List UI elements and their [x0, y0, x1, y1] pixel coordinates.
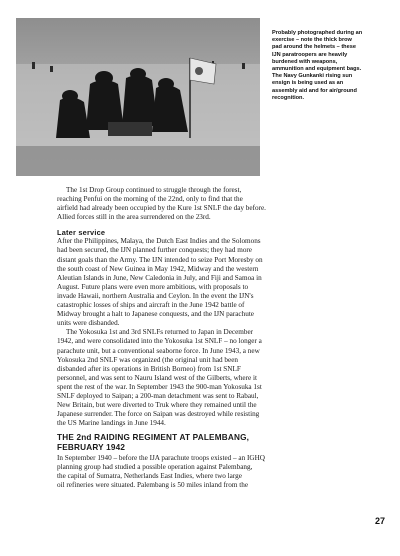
text-line: disbanded after its operations in British Borneo) from 1st SNLF — [57, 364, 241, 373]
caption-line: Probably photographed during an — [272, 30, 363, 36]
text-line: units were disbanded. — [57, 319, 120, 328]
caption-line: The Navy Gunkanki rising sun — [272, 73, 353, 80]
caption-line: recognition. — [272, 94, 305, 101]
later-service-paragraph-2 — [57, 328, 367, 428]
photo-illustration — [16, 18, 260, 176]
text-line: reaching Penfui on the morning of the 22nd, only to find that the — [57, 195, 243, 204]
caption-line: pad around the helmets – these — [272, 44, 356, 51]
caption-line: ensign is being used as an — [272, 80, 344, 87]
caption-line: assembly aid and for air/ground — [272, 87, 357, 94]
text-line: The Yokosuka 1st and 3rd SNLFs returned to Japan in December — [66, 328, 254, 337]
text-line: spent the rest of the war. In September 1943 the 900-man Yokosuka 1st — [57, 382, 262, 391]
text-line: the capital of Sumatra, Netherlands East Indies, where two large — [57, 471, 242, 480]
text-line: Aleutian Islands in June, New Caledonia in July, and Fiji and Samoa in — [57, 273, 262, 282]
later-service-paragraph-1 — [57, 237, 367, 328]
article-body — [57, 186, 367, 490]
text-line: invade Hawaii, northern Australia and Ceylon. In the event the IJN's — [57, 291, 254, 300]
caption-line: burdened with weapons, — [272, 58, 338, 65]
section-heading-later-service: Later service — [57, 228, 106, 238]
palembang-paragraph-1 — [57, 454, 367, 490]
heading-line: FEBRUARY 1942 — [57, 442, 126, 452]
text-line: personnel, and was sent to Nauru Island west of the Gilberts, where it — [57, 373, 258, 382]
paratroopers-photo — [16, 18, 260, 176]
text-line: The 1st Drop Group continued to struggle through the forest, — [66, 186, 242, 194]
text-line: Midway brought a halt to Japanese conquests, and the IJN parachute — [57, 310, 254, 319]
photo-caption — [272, 30, 382, 102]
text-line: the south coast of New Guinea in May 1942, Midway and the western — [57, 264, 259, 273]
text-line: had been secured, the IJN planned further conquests; they had more — [57, 246, 252, 255]
text-line: oil refineries were situated. Palembang is 50 miles inland from the — [57, 480, 249, 489]
text-line: SNLF deployed to Saipan; a 200-man detachment was sent to Rabaul, — [57, 391, 259, 400]
section-heading-palembang — [57, 433, 367, 452]
text-line: parachute unit, but a conventional seaborne force. In June 1943, a new — [57, 346, 260, 355]
text-line: 1942, and were consolidated into the Yokosuka 1st SNLF – no longer a — [57, 337, 262, 346]
text-line: In September 1940 – before the IJA parachute troops existed – an IGHQ — [57, 453, 265, 462]
caption-line: IJN paratroopers are heavily — [272, 51, 348, 58]
text-line: August. Future plans were even more ambitious, with proposals to — [57, 282, 249, 291]
text-line: After the Philippines, Malaya, the Dutch East Indies and the Solomons — [57, 237, 261, 246]
text-line: planning group had studied a possible operation against Palembang, — [57, 462, 253, 471]
caption-line: ammunition and equipment bags. — [272, 66, 362, 73]
text-line: airfield had already been occupied by the Kure 1st SNLF the day before. — [57, 204, 266, 213]
text-line: Japanese surrender. The force on Saipan was destroyed while resisting — [57, 410, 260, 419]
text-line: catastrophic losses of ships and aircraft in the June 1942 battle of — [57, 301, 245, 310]
heading-line: THE 2nd RAIDING REGIMENT AT PALEMBANG, — [57, 433, 250, 443]
text-line: New Britain, but were diverted to Truk where they remained until the — [57, 401, 257, 410]
grass-texture — [16, 146, 260, 176]
text-line: Allied forces still in the area surrendered on the 23rd. — [57, 213, 211, 222]
text-line: distant goals than the Army. The IJN intended to seize Port Moresby on — [57, 255, 263, 264]
caption-line: exercise – note the thick brow — [272, 37, 352, 44]
text-line: the US Marine landings in June 1944. — [57, 419, 166, 428]
text-line: Yokosuka 2nd SNLF was organized (the original unit had been — [57, 355, 238, 364]
intro-paragraph — [57, 186, 367, 222]
page-number: 27 — [375, 516, 386, 526]
